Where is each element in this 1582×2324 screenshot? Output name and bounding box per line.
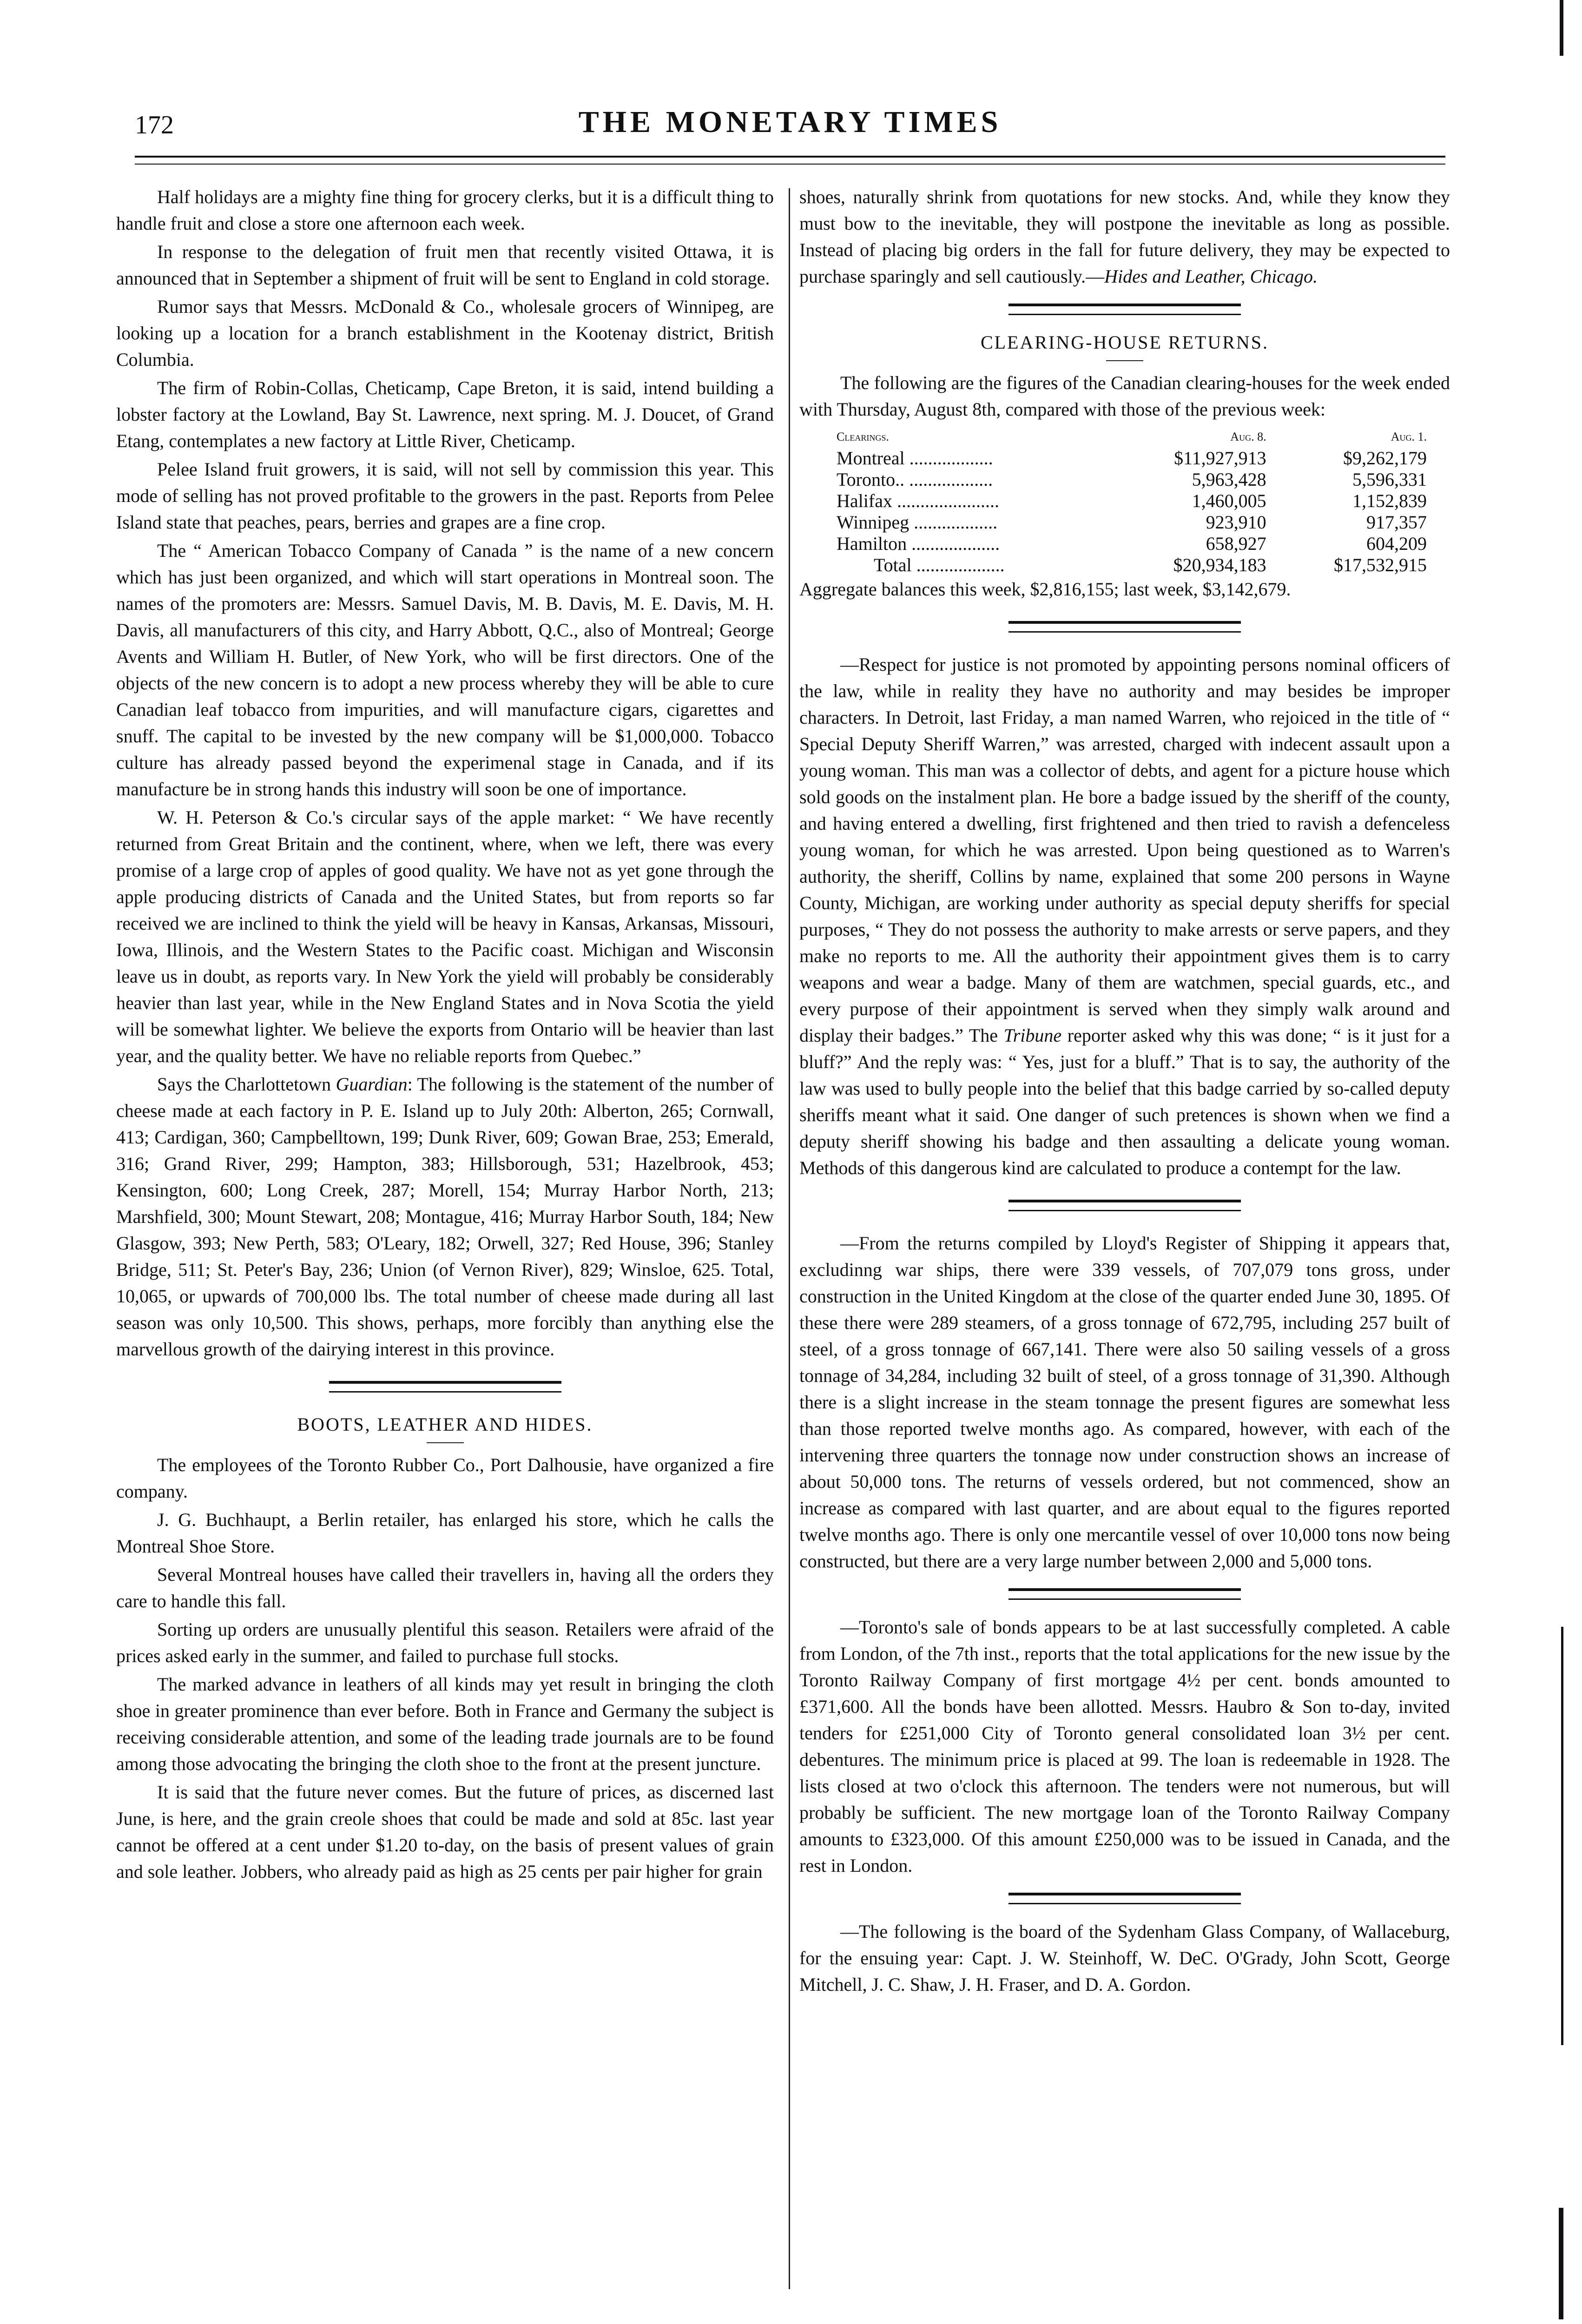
- page-number: 172: [135, 111, 174, 139]
- table-cell: Halifax ......................: [837, 490, 999, 511]
- paragraph: Sorting up orders are unusually plentiful this season. Retailers were afraid of the prices asked early in the summer, and failed to purchase full stocks.: [116, 1619, 774, 1666]
- section-heading-clearing: CLEARING-HOUSE RETURNS.: [980, 332, 1269, 353]
- header-rule-bottom: [135, 164, 1445, 165]
- clearing-intro: The following are the figures of the Canadian clearing-houses for the week ended with Thursday, August 8th, compared with those of the previous week:: [799, 372, 1450, 420]
- newspaper-name: Guardian: [336, 1074, 408, 1095]
- table-cell: 923,910: [1206, 512, 1266, 533]
- paragraph: The “ American Tobacco Company of Canada ” is the name of a new concern which has just been organized, and which will start operations in Montreal soon. The names of the promoters are: Messrs. Samuel Davis, M. B. Davis, M. E. Davis, M. H. Davis, all manufacturers of this city, and Harry Abbott, Q.C., also of Montreal; George Avents and William H. Butler, of New York, who will be first directors. One of the objects of the new concern is to adopt a new process whereby they will be able to cure Canadian leaf tobacco from impurities, and will manufacture cigars, cigarettes and snuff. The capital to be invested by the new company will be $1,000,000. Tobacco culture has already passed beyond the experimenal stage in Canada, and if its manufacture be in strong hands this industry will soon be one of importance.: [116, 540, 774, 799]
- table-cell: $20,934,183: [1173, 555, 1266, 575]
- paragraph: In response to the delegation of fruit men that recently visited Ottawa, it is announced that in September a shipment of fruit will be sent to England in cold storage.: [116, 241, 774, 289]
- table-cell: $17,532,915: [1334, 555, 1427, 575]
- table-cell: $11,927,913: [1174, 448, 1266, 469]
- table-total-row: [837, 555, 1436, 576]
- table-row: [837, 512, 1436, 533]
- paragraph: Rumor says that Messrs. McDonald & Co., wholesale grocers of Winnipeg, are looking up a location for a branch establishment in the Kootenay district, British Columbia.: [116, 296, 774, 370]
- header-rule-top: [135, 156, 1445, 158]
- section-separator: [1009, 1200, 1241, 1211]
- table-cell: Winnipeg ..................: [837, 512, 998, 533]
- justice-text-2: reporter asked why this was done; “ is it just for a bluff?” And the reply was: “ Yes, just for a bluff.” That is to say, the authority of the law was used to bully people into the belief that this badge carried by so-called deputy sheriffs meant what it said. One danger of such pretences is shown when we find a deputy sheriff showing his badge and then assaulting a delicate young woman. Methods of this dangerous kind are calculated to produce a contempt for the law.: [799, 1025, 1450, 1178]
- justice-text-1: —Respect for justice is not promoted by appointing persons nominal officers of the law, while in reality they have no authority and may besides be improper characters. In Detroit, last Friday, a man named Warren, who rejoiced in the title of “ Special Deputy Sheriff Warren,” was arrested, charged with indecent assault upon a young woman. This man was a collector of debts, and agent for a picture house which sold goods on the instalment plan. He bore a badge issued by the sheriff of the county, and having entered a dwelling, first frightened and then tried to ravish a defenceless young woman, for which he was arrested. Upon being questioned as to Warren's authority, the sheriff, Collins by name, explained that some 200 persons in Wayne County, Michigan, are working under authority as special deputy sheriffs for special purposes, “ They do not possess the authority to make arrests or serve papers, and they make no reports to me. All the authority their appointment gives them is to carry weapons and wear a badge. Many of them are watchmen, special guards, etc., and every purpose of their appointment is served when they simply walk around and display their badges.” The: [799, 654, 1450, 1046]
- table-header: Aug. 8.: [1230, 430, 1266, 443]
- table-cell: 917,357: [1366, 512, 1427, 533]
- table-cell: 658,927: [1206, 533, 1266, 554]
- paragraph: W. H. Peterson & Co.'s circular says of the apple market: “ We have recently returned from Great Britain and the continent, where, when we left, there was every promise of a large crop of apples of good quality. We have not as yet gone through the apple producing districts of Canada and the United States, but from reports so far received we are inclined to think the yield will be heavy in Kansas, Arkansas, Missouri, Iowa, Illinois, and the Western States to the Pacific coast. Michigan and Wisconsin leave us in doubt, as reports vary. In New York the yield will probably be considerably heavier than last year, while in the New England States and in Nova Scotia the yield will be somewhat lighter. We believe the exports from Ontario will be heavier than last year, and the quality better. We have no reliable reports from Quebec.”: [116, 807, 774, 1066]
- paragraph: J. G. Buchhaupt, a Berlin retailer, has enlarged his store, which he calls the Montreal Shoe Store.: [116, 1509, 774, 1557]
- section-separator: [329, 1381, 561, 1393]
- table-cell: Total ...................: [874, 555, 1005, 575]
- table-header: Aug. 1.: [1391, 430, 1427, 443]
- guardian-paragraph: [116, 1071, 774, 1362]
- paragraph: Several Montreal houses have called their travellers in, having all the orders they care to handle this fall.: [116, 1564, 774, 1611]
- guardian-prefix: Says the Charlottetown: [157, 1074, 336, 1095]
- page-header: [135, 105, 1445, 160]
- sydenham-paragraph: —The following is the board of the Sydenham Glass Company, of Wallaceburg, for the ensuing year: Capt. J. W. Steinhoff, W. DeC. O'Grady, John Scott, George Mitchell, J. C. Shaw, J. H. Fraser, and D. A. Gordon.: [799, 1921, 1450, 1995]
- table-cell: $9,262,179: [1343, 448, 1427, 469]
- table-cell: 5,963,428: [1192, 469, 1266, 490]
- continuation-text: shoes, naturally shrink from quotations for new stocks. And, while they know they must bow to the inevitable, they will postpone the inevitable as long as possible. Instead of placing big orders in the fall for future delivery, they may be expected to purchase sparingly and sell cautiously.—: [799, 186, 1450, 287]
- table-cell: Toronto.. ..................: [837, 469, 993, 490]
- table-cell: 5,596,331: [1352, 469, 1427, 490]
- heading-dash: [1106, 360, 1143, 361]
- section-separator: [1009, 621, 1241, 633]
- newspaper-name: Tribune: [1003, 1025, 1062, 1046]
- clearings-table: [837, 426, 1436, 576]
- lloyds-paragraph: —From the returns compiled by Lloyd's Register of Shipping it appears that, excludinng war ships, there were 339 vessels, of 707,079 tons gross, under construction in the United Kingdom at the close of the quarter ended June 30, 1895. Of these there were 289 steamers, of a gross tonnage of 672,795, including 257 built of steel, of a gross tonnage of 667,141. There were also 50 sailing vessels of a gross tonnage of 34,284, including 32 built of steel, of a gross tonnage of 31,390. Although there is a slight increase in the steam tonnage the present figures are somewhat less than those reported twelve months ago. As compared, however, with each of the intervening three quarters the tonnage now under construction shows an increase of about 50,000 tons. The returns of vessels ordered, but not commenced, show an increase as compared with last quarter, and are about equal to the figures reported twelve months ago. There is only one mercantile vessel of over 10,000 tons now being constructed, but there are a very large number between 2,000 and 5,000 tons.: [799, 1233, 1450, 1571]
- section-separator: [1009, 304, 1241, 315]
- toronto-bonds-paragraph: —Toronto's sale of bonds appears to be at last successfully completed. A cable from London, of the 7th inst., reports that the total applications for the new issue by the Toronto Railway Company of first mortgage 4½ per cent. bonds amounted to £371,600. All the bonds have been allotted. Messrs. Haubro & Son to-day, invited tenders for £251,000 City of Toronto general consolidated loan 3½ per cent. debentures. The minimum price is placed at 99. The loan is redeemable in 1928. The lists closed at two o'clock this afternoon. The tenders were not numerous, but will probably be sufficient. The new mortgage loan of the Toronto Railway Company amounts to £323,000. Of this amount £250,000 was to be issued in Canada, and the rest in London.: [799, 1617, 1450, 1876]
- column-divider: [789, 188, 790, 2289]
- table-cell: 1,460,005: [1192, 490, 1266, 511]
- table-cell: 604,209: [1366, 533, 1427, 554]
- guardian-text: : The following is the statement of the number of cheese made at each factory in P. E. Island up to July 20th: Alberton, 265; Cornwall, 413; Cardigan, 360; Campbelltown, 199; Dunk River, 609; Gowan Brae, 253; Emerald, 316; Grand River, 299; Hampton, 383; Hillsborough, 531; Hazelbrook, 453; Kensington, 600; Long Creek, 287; Morell, 154; Murray Harbor North, 213; Marshfield, 300; Mount Stewart, 208; Montague, 416; Murray Harbor South, 184; New Glasgow, 393; New Perth, 583; O'Leary, 182; Orwell, 327; Red House, 396; Stanley Bridge, 511; St. Peter's Bay, 236; Union (of Vernon River), 829; Winsloe, 625. Total, 10,065, or upwards of 700,000 lbs. The total number of cheese made during all last season was only 10,500. This shows, perhaps, more forcibly than anything else the marvellous growth of the dairying interest in this province.: [116, 1074, 774, 1360]
- section-separator: [1009, 1893, 1241, 1904]
- paragraph: It is said that the future never comes. But the future of prices, as discerned last June, is here, and the grain creole shoes that could be made and sold at 85c. last year cannot be offered at a cent under $1.20 to-day, on the basis of present values of grain and sole leather. Jobbers, who already paid as high as 25 cents per pair higher for grain: [116, 1782, 774, 1882]
- table-row: [837, 469, 1436, 490]
- table-cell: Hamilton ...................: [837, 533, 1000, 554]
- heading-dash: [427, 1442, 464, 1443]
- scan-edge-mark: [1559, 2208, 1563, 2319]
- table-row: [837, 490, 1436, 512]
- table-row: [837, 448, 1436, 469]
- source-citation: Hides and Leather, Chicago.: [1104, 266, 1318, 287]
- aggregate-balances: Aggregate balances this week, $2,816,155; last week, $3,142,679.: [799, 579, 1291, 600]
- paragraph: Half holidays are a mighty fine thing for grocery clerks, but it is a difficult thing to handle fruit and close a store one afternoon each week.: [116, 186, 774, 234]
- paragraph: The marked advance in leathers of all kinds may yet result in bringing the cloth shoe in greater prominence than ever before. Both in France and Germany the subject is receiving considerable attention, and some of the leading trade journals are to be found among those advocating the bringing the cloth shoe to the front at the present juncture.: [116, 1674, 774, 1774]
- table-cell: 1,152,839: [1352, 490, 1427, 511]
- left-column: [116, 184, 774, 1887]
- justice-paragraph: [799, 651, 1450, 1181]
- section-separator: [1009, 1588, 1241, 1600]
- right-column: [799, 184, 1450, 2000]
- table-cell: Montreal ..................: [837, 448, 993, 469]
- section-heading-boots: BOOTS, LEATHER AND HIDES.: [297, 1414, 593, 1435]
- publication-title: THE MONETARY TIMES: [578, 105, 1002, 139]
- paragraph: The firm of Robin-Collas, Cheticamp, Cape Breton, it is said, intend building a lobster factory at the Lowland, Bay St. Lawrence, next spring. M. J. Doucet, of Grand Etang, contemplates a new factory at Little River, Cheticamp.: [116, 377, 774, 451]
- continuation-paragraph: [799, 184, 1450, 290]
- paragraph: Pelee Island fruit growers, it is said, will not sell by commission this year. This mode of selling has not proved profitable to the growers in the past. Reports from Pelee Island state that peaches, pears, berries and grapes are a fine crop.: [116, 459, 774, 533]
- table-row: [837, 533, 1436, 555]
- scan-edge-mark: [1560, 0, 1563, 56]
- table-header: Clearings.: [837, 430, 889, 443]
- scan-edge-mark: [1561, 1627, 1563, 2045]
- paragraph: The employees of the Toronto Rubber Co., Port Dalhousie, have organized a fire company.: [116, 1454, 774, 1502]
